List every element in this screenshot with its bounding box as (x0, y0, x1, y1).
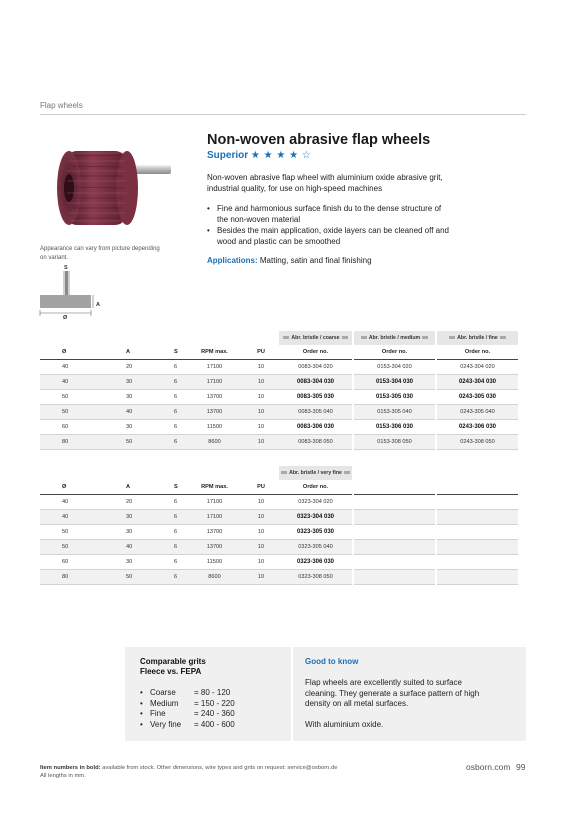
cell-rpm: 11500 (186, 420, 243, 435)
col-header-order-medium: Order no. (354, 345, 435, 360)
star-icon: ★ ★ ★ ★ ☆ (250, 150, 312, 161)
table-row (40, 495, 518, 510)
cell-pu: 10 (243, 405, 279, 420)
spec-table-1 (40, 331, 518, 450)
cell-order-no: 0243-306 030 (437, 420, 518, 435)
cell-a: 40 (104, 405, 152, 420)
cell-order-no: 0083-305 030 (279, 390, 352, 405)
cell-rpm: 13700 (186, 405, 243, 420)
cell-order-no: 0323-305 040 (279, 540, 352, 555)
good-to-know-box (293, 647, 526, 741)
good-to-know-text: Flap wheels are excellently suited to surface cleaning. They generate a surface pattern of high density on all metal surfaces. (305, 678, 480, 708)
feature-item: • Besides the main application, oxide layers can be cleaned off and wood and plastic can be smoothed (207, 226, 452, 247)
feature-list (207, 204, 452, 248)
dim-label-d: Ø (63, 315, 68, 321)
cell-a: 20 (104, 360, 152, 375)
cell-order-no: 0323-304 030 (279, 510, 352, 525)
cell-s: 6 (152, 375, 186, 390)
cell-a: 40 (104, 540, 152, 555)
cell-a: 50 (104, 570, 152, 585)
table-row (40, 570, 518, 585)
spec-table-2 (40, 466, 518, 585)
cell-a: 30 (104, 390, 152, 405)
col-header-s: S (152, 345, 186, 360)
dim-label-a: A (96, 302, 100, 308)
group-header-coarse: Abr. bristle / coarse (279, 331, 352, 345)
applications-text: Matting, satin and final finishing (257, 256, 372, 265)
table-row (40, 360, 518, 375)
cell-rpm: 13700 (186, 540, 243, 555)
applications-label: Applications: (207, 256, 258, 265)
quality-rating (207, 150, 311, 161)
cell-diameter: 80 (40, 435, 104, 450)
cell-order-no: 0323-305 030 (279, 525, 352, 540)
col-header-rpm: RPM max. (186, 345, 243, 360)
cell-pu: 10 (243, 510, 279, 525)
cell-diameter: 60 (40, 420, 104, 435)
cell-rpm: 13700 (186, 390, 243, 405)
cell-order-no: 0083-308 050 (279, 435, 352, 450)
cell-pu: 10 (243, 555, 279, 570)
good-to-know-note: With aluminium oxide. (305, 720, 384, 729)
grits-list (140, 688, 235, 730)
cell-s: 6 (152, 525, 186, 540)
cell-a: 20 (104, 495, 152, 510)
quality-label: Superior (207, 150, 249, 161)
cell-a: 30 (104, 555, 152, 570)
grits-title: Comparable grits Fleece vs. FEPA (140, 657, 206, 676)
cell-s: 6 (152, 435, 186, 450)
cell-pu: 10 (243, 495, 279, 510)
col-header-order-very-fine: Order no. (279, 480, 352, 495)
col-header-diameter: Ø (40, 480, 104, 495)
col-header-a: A (104, 480, 152, 495)
cell-pu: 10 (243, 420, 279, 435)
cell-order-no: 0243-304 030 (437, 375, 518, 390)
cell-diameter: 40 (40, 375, 104, 390)
group-header-medium: Abr. bristle / medium (354, 331, 435, 345)
cell-diameter: 50 (40, 525, 104, 540)
cell-order-no: 0243-305 030 (437, 390, 518, 405)
cell-diameter: 50 (40, 540, 104, 555)
cell-pu: 10 (243, 390, 279, 405)
cell-diameter: 60 (40, 555, 104, 570)
cell-pu: 10 (243, 360, 279, 375)
cell-pu: 10 (243, 525, 279, 540)
grit-item: • Fine = 240 - 360 (140, 709, 235, 720)
top-divider (40, 114, 526, 115)
table-header-row (40, 345, 518, 360)
cell-diameter: 80 (40, 570, 104, 585)
comparable-grits-box (125, 647, 291, 741)
group-header-very-fine: Abr. bristle / very fine (279, 466, 352, 480)
cell-order-no: 0083-304 020 (279, 360, 352, 375)
cell-rpm: 17100 (186, 495, 243, 510)
cell-rpm: 17100 (186, 375, 243, 390)
cell-pu: 10 (243, 375, 279, 390)
cell-order-no: 0243-308 050 (437, 435, 518, 450)
cell-order-no: 0083-304 030 (279, 375, 352, 390)
cell-order-no: 0083-306 030 (279, 420, 352, 435)
cell-order-no: 0153-305 040 (354, 405, 435, 420)
cell-rpm: 8600 (186, 435, 243, 450)
table-header-row (40, 480, 518, 495)
cell-order-no: 0243-305 040 (437, 405, 518, 420)
flap-wheel-image (55, 141, 175, 241)
cell-order-no: 0153-306 030 (354, 420, 435, 435)
col-header-rpm: RPM max. (186, 480, 243, 495)
cell-rpm: 8600 (186, 570, 243, 585)
brand-link[interactable]: osborn.com (466, 762, 511, 772)
feature-item: • Fine and harmonious surface finish du to the dense structure of the non-woven material (207, 204, 452, 225)
cell-rpm: 17100 (186, 360, 243, 375)
cell-order-no: 0153-305 030 (354, 390, 435, 405)
cell-diameter: 50 (40, 390, 104, 405)
col-header-order-fine: Order no. (437, 345, 518, 360)
cell-order-no: 0323-304 020 (279, 495, 352, 510)
cell-rpm: 17100 (186, 510, 243, 525)
table-row (40, 510, 518, 525)
col-header-a: A (104, 345, 152, 360)
cell-s: 6 (152, 405, 186, 420)
cell-pu: 10 (243, 435, 279, 450)
grit-item: • Medium = 150 - 220 (140, 699, 235, 710)
cell-a: 30 (104, 420, 152, 435)
cell-a: 50 (104, 435, 152, 450)
cell-diameter: 40 (40, 510, 104, 525)
cell-order-no: 0153-304 030 (354, 375, 435, 390)
cell-pu: 10 (243, 570, 279, 585)
image-caption: Appearance can vary from picture depending on variant. (40, 246, 160, 261)
grit-item: • Coarse = 80 - 120 (140, 688, 235, 699)
applications (207, 256, 372, 265)
cell-s: 6 (152, 570, 186, 585)
cell-a: 30 (104, 510, 152, 525)
dimension-drawing (38, 263, 110, 323)
section-label: Flap wheels (40, 101, 83, 110)
cell-s: 6 (152, 420, 186, 435)
cell-order-no: 0323-306 030 (279, 555, 352, 570)
good-to-know-title: Good to know (305, 657, 359, 666)
cell-s: 6 (152, 540, 186, 555)
page-number: 99 (516, 762, 526, 772)
cell-rpm: 13700 (186, 525, 243, 540)
table-row (40, 375, 518, 390)
cell-rpm: 11500 (186, 555, 243, 570)
table-row (40, 540, 518, 555)
cell-diameter: 50 (40, 405, 104, 420)
cell-diameter: 40 (40, 495, 104, 510)
table-row (40, 420, 518, 435)
cell-pu: 10 (243, 540, 279, 555)
cell-s: 6 (152, 555, 186, 570)
table-row (40, 390, 518, 405)
footer-note: Item numbers in bold: available from stock. Other dimensions, wire types and grits on request: service@osborn.de All lengths in mm. (40, 765, 338, 779)
col-header-pu: PU (243, 480, 279, 495)
col-header-order-coarse: Order no. (279, 345, 352, 360)
cell-order-no: 0083-305 040 (279, 405, 352, 420)
col-header-pu: PU (243, 345, 279, 360)
table-row (40, 525, 518, 540)
dim-label-s: S (64, 265, 68, 271)
cell-diameter: 40 (40, 360, 104, 375)
table-row (40, 435, 518, 450)
cell-order-no: 0153-304 020 (354, 360, 435, 375)
group-header-fine: Abr. bristle / fine (437, 331, 518, 345)
cell-s: 6 (152, 390, 186, 405)
cell-s: 6 (152, 360, 186, 375)
cell-a: 30 (104, 525, 152, 540)
cell-order-no: 0243-304 020 (437, 360, 518, 375)
table-row (40, 405, 518, 420)
product-title: Non-woven abrasive flap wheels (207, 132, 431, 148)
cell-order-no: 0323-308 050 (279, 570, 352, 585)
product-intro: Non-woven abrasive flap wheel with aluminium oxide abrasive grit, industrial quality, for use on high-speed machines (207, 173, 443, 193)
grit-item: • Very fine = 400 - 600 (140, 720, 235, 731)
cell-s: 6 (152, 495, 186, 510)
cell-order-no: 0153-308 050 (354, 435, 435, 450)
col-header-diameter: Ø (40, 345, 104, 360)
col-header-s: S (152, 480, 186, 495)
cell-s: 6 (152, 510, 186, 525)
table-row (40, 555, 518, 570)
cell-a: 30 (104, 375, 152, 390)
